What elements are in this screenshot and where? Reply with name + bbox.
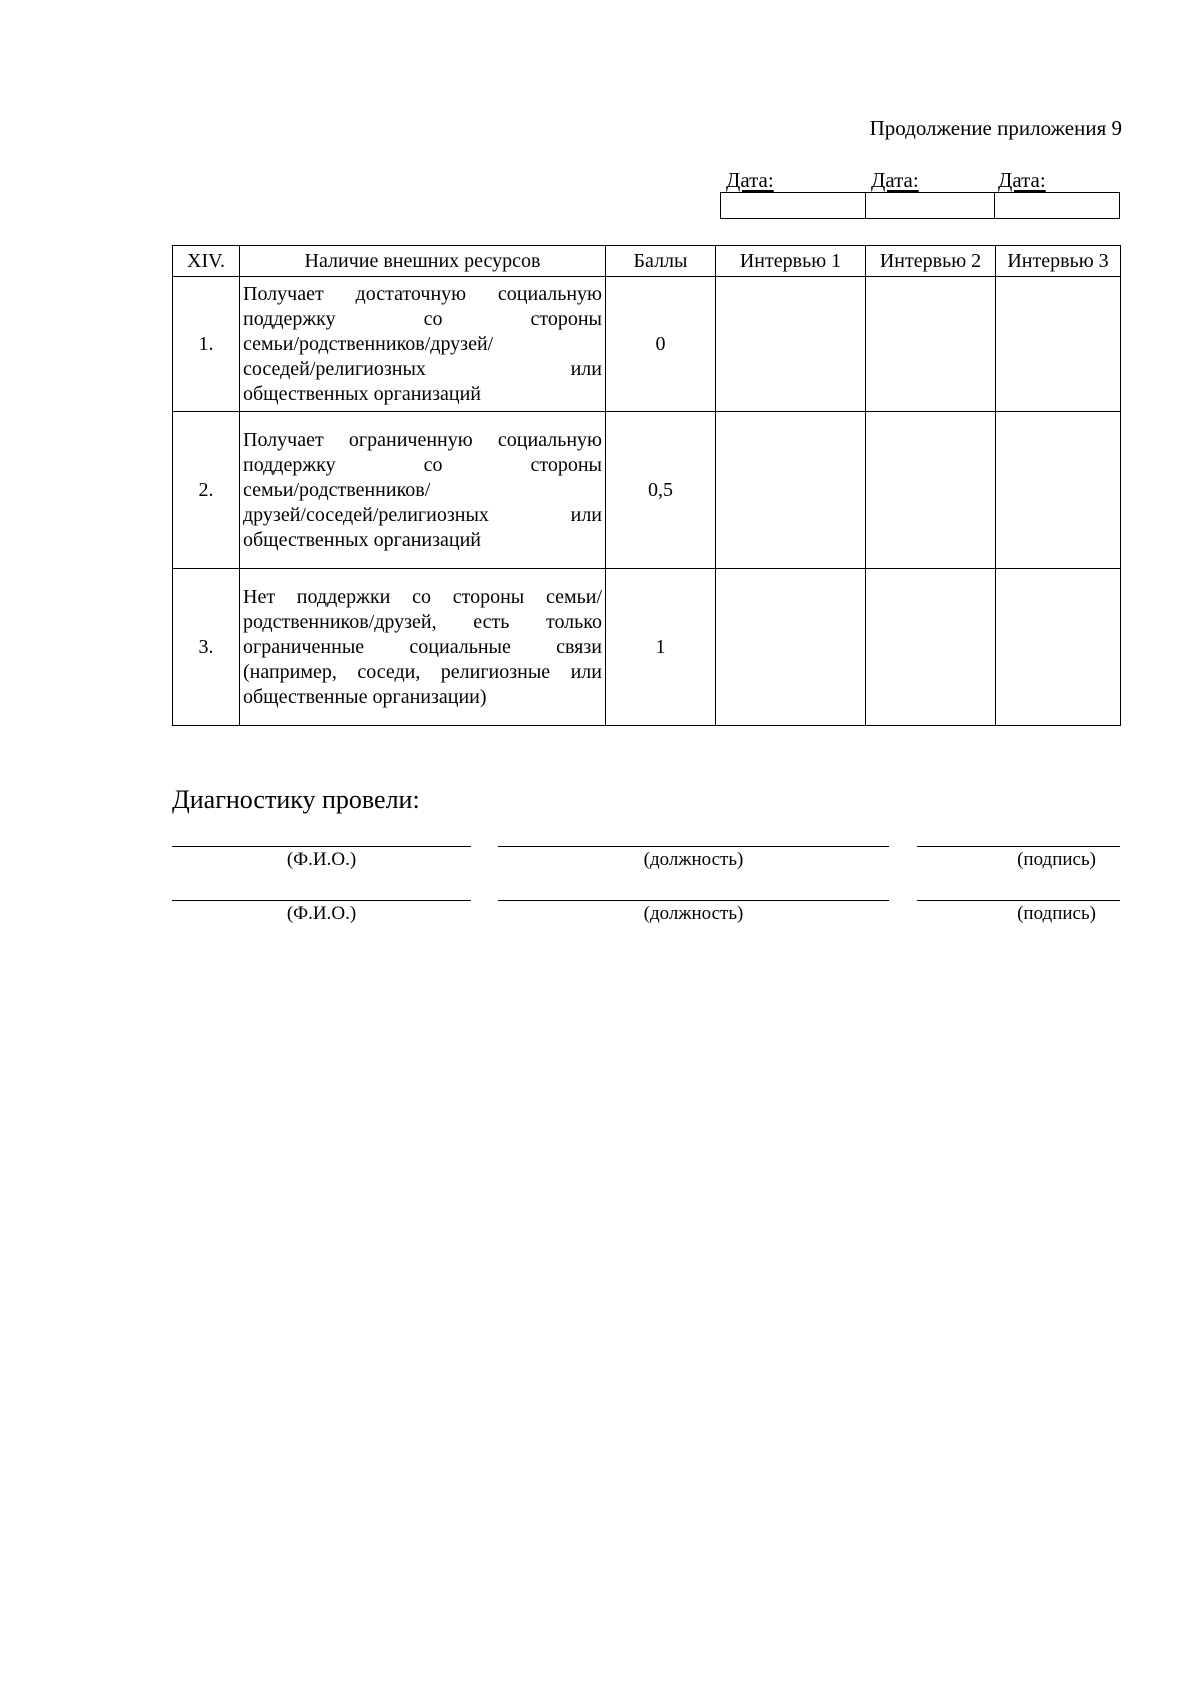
description-line: друзей/соседей/религиозных или (243, 503, 602, 526)
date-label-2: Дата: (871, 168, 919, 192)
row-number: 1. (173, 277, 240, 412)
position-field[interactable] (498, 846, 889, 871)
row-number: 3. (173, 569, 240, 726)
diagnostics-conducted-heading: Диагностику провели: (172, 785, 420, 814)
interview-2-cell[interactable] (866, 412, 996, 569)
row-description (240, 277, 606, 412)
description-line: Получает ограниченную социальную (243, 428, 602, 451)
fio-caption: (Ф.И.О.) (286, 849, 357, 870)
fio-caption: (Ф.И.О.) (286, 903, 357, 924)
position-caption: (должность) (643, 849, 744, 870)
fio-field[interactable] (172, 846, 471, 871)
description-line: родственников/друзей, есть только (243, 610, 602, 633)
interview-2-cell[interactable] (866, 569, 996, 726)
row-description (240, 569, 606, 726)
resources-header: Наличие внешних ресурсов (240, 246, 606, 277)
signature-caption: (подпись) (1017, 903, 1096, 924)
row-number: 2. (173, 412, 240, 569)
description-line: ограниченные социальные связи (243, 635, 602, 658)
table-header-row (173, 246, 1121, 277)
table-row (173, 412, 1121, 569)
row-score: 0 (606, 277, 716, 412)
fio-field[interactable] (172, 900, 471, 925)
position-caption: (должность) (643, 903, 744, 924)
interview-3-cell[interactable] (996, 412, 1121, 569)
score-header: Баллы (606, 246, 716, 277)
appendix-heading: Продолжение приложения 9 (869, 116, 1122, 140)
date-boxes (720, 192, 1120, 219)
date-label-1: Дата: (726, 168, 774, 192)
description-line: семьи/родственников/ (243, 478, 431, 501)
interview-1-cell[interactable] (716, 569, 866, 726)
interview-1-header: Интервью 1 (716, 246, 866, 277)
position-field[interactable] (498, 900, 889, 925)
description-line: общественные организации) (243, 685, 487, 708)
date-box-3[interactable] (995, 193, 1119, 218)
description-line: Получает достаточную социальную (243, 282, 602, 305)
interview-1-cell[interactable] (716, 412, 866, 569)
external-resources-table (172, 245, 1121, 726)
date-box-1[interactable] (721, 193, 866, 218)
table-row (173, 277, 1121, 412)
date-labels (720, 168, 1120, 192)
section-number-header: XIV. (173, 246, 240, 277)
date-label-3: Дата: (998, 168, 1046, 192)
description-line: общественных организаций (243, 382, 481, 405)
interview-3-cell[interactable] (996, 569, 1121, 726)
date-box-2[interactable] (866, 193, 995, 218)
description-line: семьи/родственников/друзей/ (243, 332, 494, 355)
interview-3-cell[interactable] (996, 277, 1121, 412)
interview-1-cell[interactable] (716, 277, 866, 412)
signature-caption: (подпись) (1017, 849, 1096, 870)
signature-field[interactable] (917, 900, 1120, 925)
description-line: поддержку со стороны (243, 453, 602, 476)
signature-row (172, 900, 1120, 940)
description-line: (например, соседи, религиозные или (243, 660, 602, 683)
row-score: 0,5 (606, 412, 716, 569)
description-line: соседей/религиозных или (243, 357, 602, 380)
description-line: поддержку со стороны (243, 307, 602, 330)
description-line: общественных организаций (243, 528, 481, 551)
interview-2-cell[interactable] (866, 277, 996, 412)
interview-3-header: Интервью 3 (996, 246, 1121, 277)
interview-dates (720, 168, 1120, 219)
description-line: Нет поддержки со стороны семьи/ (243, 585, 602, 608)
signature-field[interactable] (917, 846, 1120, 871)
row-description (240, 412, 606, 569)
row-score: 1 (606, 569, 716, 726)
signature-row (172, 846, 1120, 886)
interview-2-header: Интервью 2 (866, 246, 996, 277)
table-row (173, 569, 1121, 726)
